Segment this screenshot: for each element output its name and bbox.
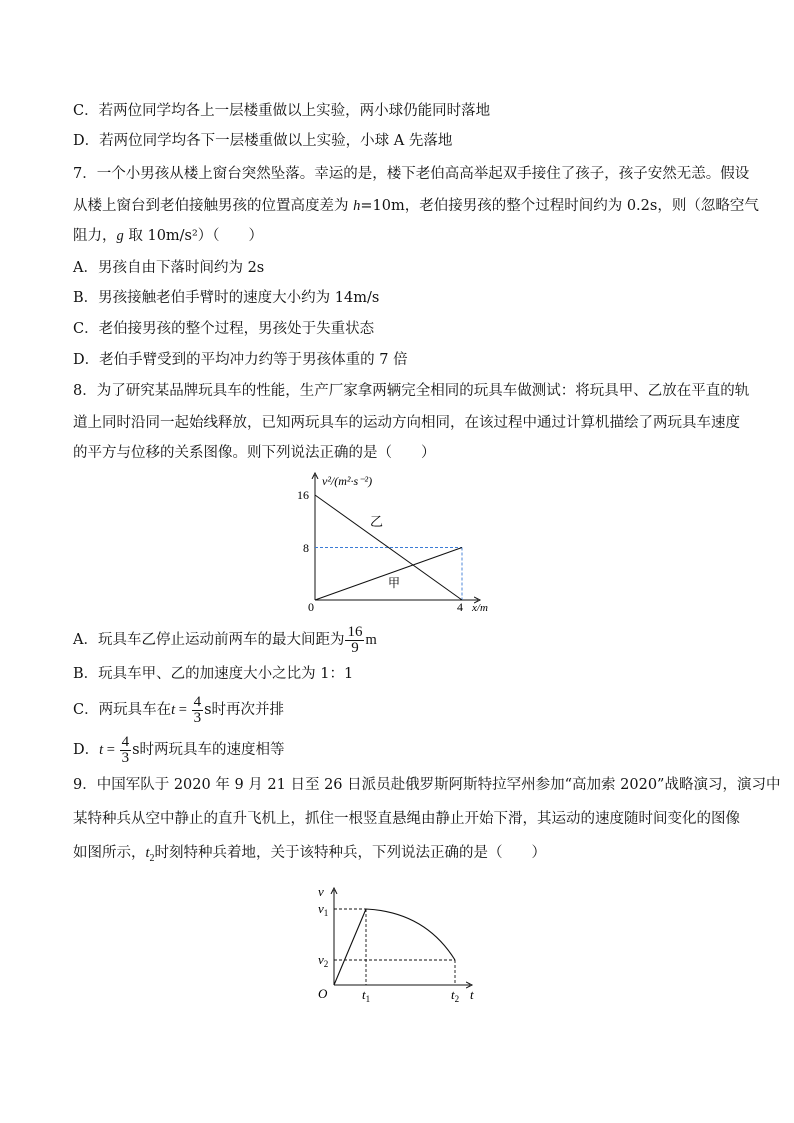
q9-v2-label: $v_2$	[318, 952, 329, 969]
q8-optD-fraction	[120, 735, 132, 766]
q7-stem-2a: 从楼上窗台到老伯接触男孩的位置高度差为	[73, 198, 354, 214]
q9-stem-3a: 如图所示，	[73, 845, 146, 861]
q8-series-jia-label: 甲	[388, 576, 401, 590]
q7-stem-3b: 取 10m/s²）（ ）	[123, 228, 264, 244]
q8-x-axis-label: x/m	[472, 602, 488, 614]
q8-optA-post: m	[365, 632, 377, 648]
q8-optC-post: s时再次并排	[204, 702, 285, 718]
q8-optD-pre: D．	[73, 742, 100, 758]
q8-option-b: B．玩具车甲、乙的加速度大小之比为 1：1	[73, 666, 354, 682]
q8-optA-num: 16	[347, 623, 363, 640]
q7-stem-line1: 7．一个小男孩从楼上窗台突然坠落。幸运的是，楼下老伯高高举起双手接住了孩子，孩子安然无恙。假设	[73, 166, 750, 182]
q8-y-axis-label: v²/(m²·s⁻²)	[322, 474, 373, 488]
q8-optD-post: s时两玩具车的速度相等	[132, 742, 285, 758]
q7-stem-3a: 阻力，	[73, 228, 117, 244]
q9-stem-line2: 某特种兵从空中静止的直升飞机上，抓住一根竖直悬绳由静止开始下滑，其运动的速度随时间变化的图像	[73, 811, 740, 827]
q9-origin-label: O	[318, 986, 328, 1001]
q9-velocity-curve	[334, 909, 455, 985]
q8-optD-num: 4	[121, 733, 130, 750]
q6-option-d: D．若两位同学均各下一层楼重做以上实验，小球 A 先落地	[73, 133, 453, 149]
q8-option-c	[73, 694, 284, 726]
q9-t2-label: $t_2$	[451, 987, 460, 1004]
q8-y-tick-8: 8	[303, 541, 309, 555]
q8-series-jia-line	[315, 548, 462, 601]
q7-option-d: D．老伯手臂受到的平均冲力约等于男孩体重的 7 倍	[73, 352, 408, 368]
q8-optC-pre: C．两玩具车在	[73, 702, 172, 718]
q7-option-b: B．男孩接触老伯手臂时的速度大小约为 14m/s	[73, 290, 380, 306]
q8-option-a	[73, 624, 377, 656]
q9-stem-line1: 9．中国军队于 2020 年 9 月 21 日至 26 日派员赴俄罗斯阿斯特拉罕州参加“高加索 2020”战略演习，演习中	[73, 777, 781, 793]
q8-origin-label: 0	[308, 600, 314, 614]
q8-optC-fraction	[192, 695, 204, 726]
q8-optC-num: 4	[193, 693, 202, 710]
q8-optD-t: t	[99, 742, 104, 758]
q9-x-axis-label: t	[470, 987, 474, 1002]
q8-optD-eq: =	[103, 742, 119, 758]
q9-v1-label: $v_1$	[318, 901, 329, 918]
q7-option-a: A．男孩自由下落时间约为 2s	[73, 260, 265, 276]
q9-t1-label: $t_1$	[362, 987, 371, 1004]
q6-option-c: C．若两位同学均各上一层楼重做以上实验，两小球仍能同时落地	[73, 103, 491, 119]
q8-y-tick-16: 16	[297, 488, 309, 502]
q9-stem-3b: 时刻特种兵着地，关于该特种兵，下列说法正确的是（ ）	[154, 845, 547, 861]
q8-series-yi-label: 乙	[370, 514, 384, 529]
q8-optA-pre: A．玩具车乙停止运动前两车的最大间距为	[73, 632, 345, 648]
q7-stem-2b: =10m，老伯接男孩的整个过程时间约为 0.2s，则（忽略空气	[360, 198, 759, 214]
q8-optC-eq: =	[175, 702, 191, 718]
q9-figure	[310, 880, 490, 1005]
q9-y-axis-label: v	[318, 884, 324, 899]
q8-optC-t: t	[171, 702, 176, 718]
q8-x-tick-4: 4	[457, 600, 463, 614]
q8-optA-den: 9	[351, 639, 359, 656]
q8-optD-den: 3	[121, 749, 130, 766]
q7-option-c: C．老伯接男孩的整个过程，男孩处于失重状态	[73, 321, 375, 337]
q8-stem-line3: 的平方与位移的关系图像。则下列说法正确的是（ ）	[73, 445, 436, 461]
q8-stem-line1: 8．为了研究某品牌玩具车的性能，生产厂家拿两辆完全相同的玩具车做测试：将玩具甲、乙放在平直的轨	[73, 383, 750, 399]
q7-stem-line2	[73, 196, 759, 216]
q9-var-t: t	[145, 845, 150, 861]
q9-stem-line3	[73, 843, 546, 869]
q8-option-d	[73, 734, 285, 766]
q7-var-h: h	[353, 198, 361, 214]
q8-optA-fraction	[345, 625, 364, 656]
q8-optC-den: 3	[193, 709, 202, 726]
q8-stem-line2: 道上同时沿同一起始线释放，已知两玩具车的运动方向相同，在该过程中通过计算机描绘了两玩具车速度	[73, 415, 740, 431]
q7-var-g: g	[116, 228, 124, 244]
q9-var-t-sub: 2	[149, 852, 155, 864]
q7-stem-line3	[73, 226, 263, 246]
q8-figure	[290, 468, 510, 616]
